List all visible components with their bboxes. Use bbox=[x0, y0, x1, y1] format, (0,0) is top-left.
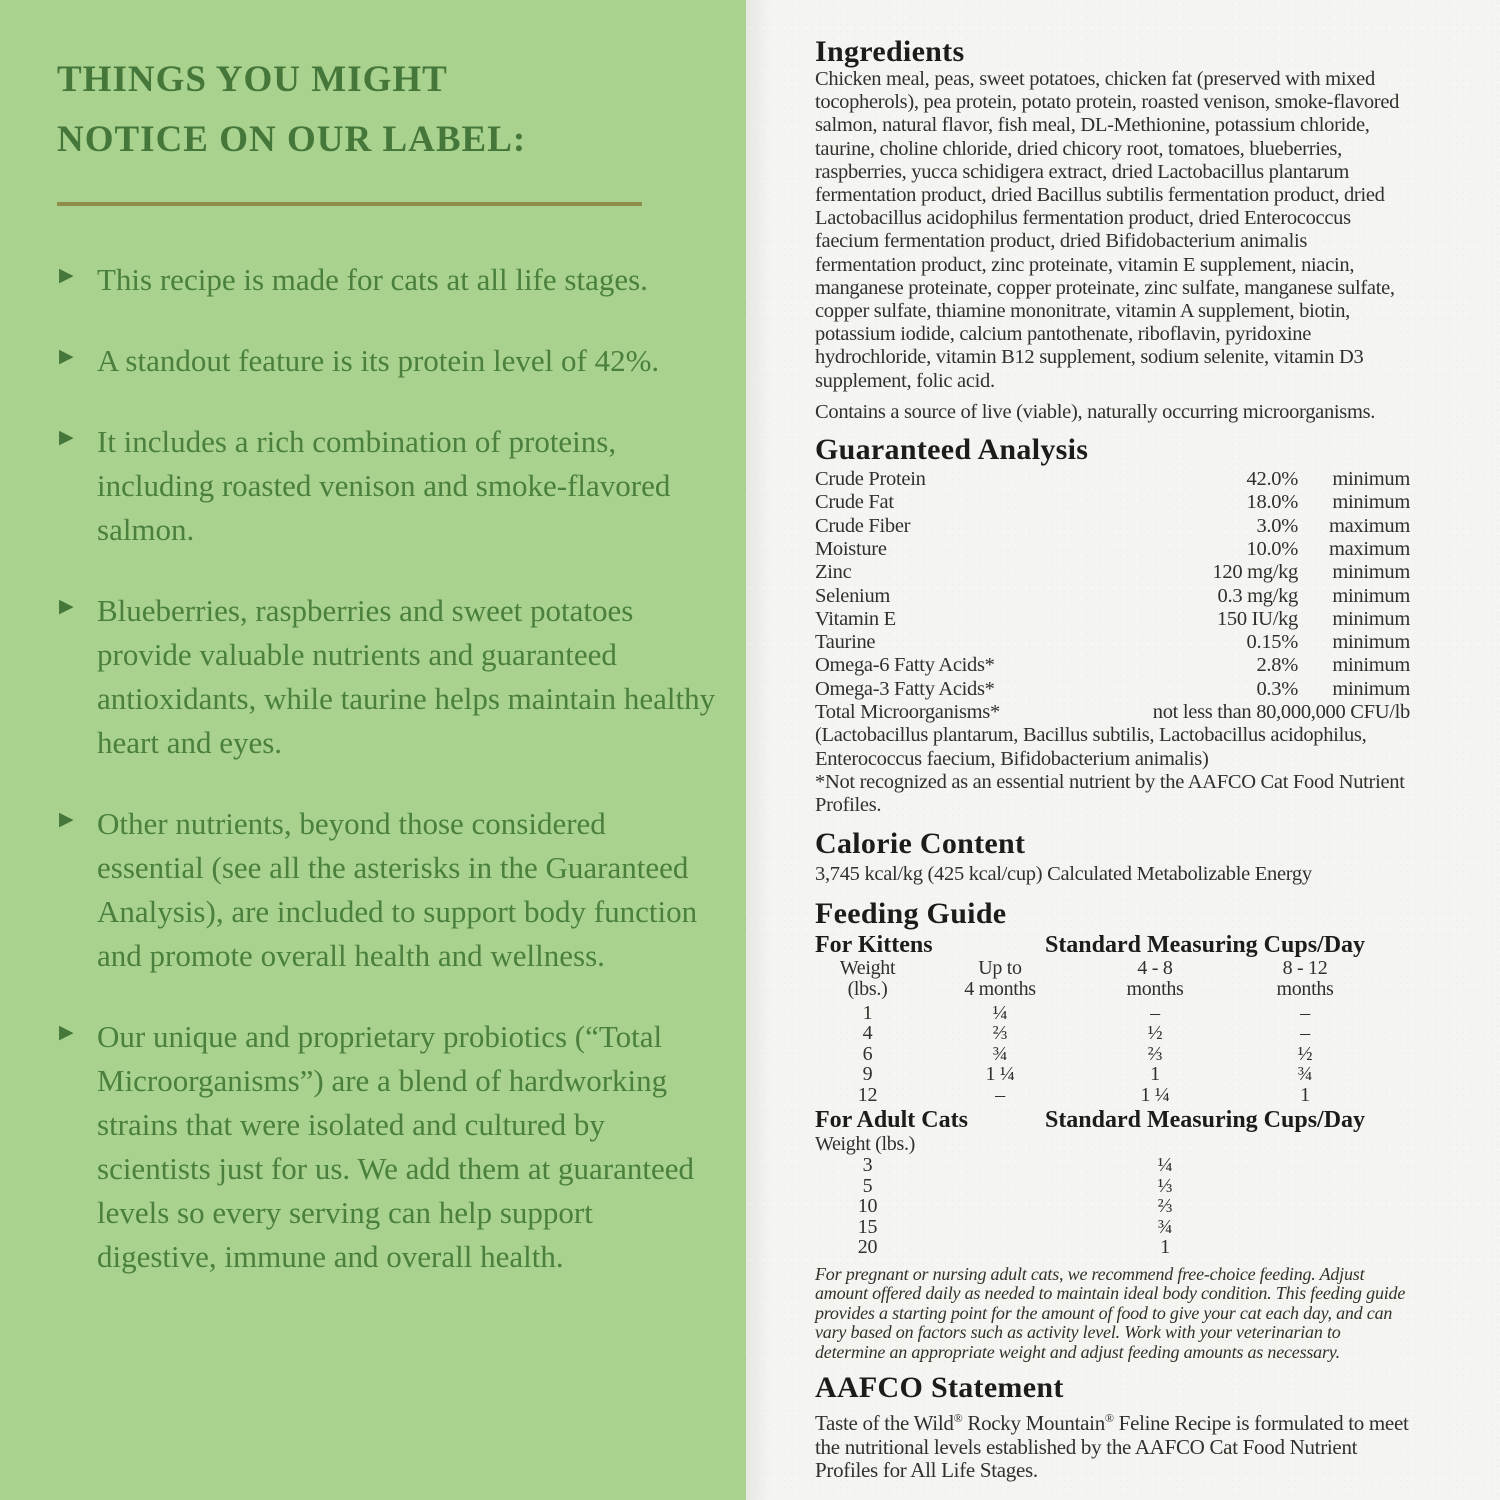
column-header bbox=[815, 958, 920, 1003]
adults-label: For Adult Cats bbox=[815, 1107, 968, 1133]
nutrient-value: 120 mg/kg bbox=[1212, 561, 1298, 584]
aafco-heading: AAFCO Statement bbox=[815, 1371, 1064, 1405]
list-item-text: It includes a rich combination of proteins, including roasted venison and smoke-flavored salmon. bbox=[97, 424, 671, 547]
adults-cups-header: Standard Measuring Cups/Day bbox=[1044, 1107, 1366, 1133]
divider-rule bbox=[57, 202, 642, 206]
triangle-bullet-icon: ▶ bbox=[59, 265, 74, 286]
nutrient-value: 10.0% bbox=[1246, 537, 1298, 560]
nutrient-label: Crude Fiber bbox=[815, 514, 911, 537]
nutrient-value: 3.0% bbox=[1256, 514, 1298, 537]
table-row bbox=[815, 608, 1410, 631]
aafco-rest: Feline Recipe is formulated to meet the nutritional levels established by the AAFCO Cat Food Nutrient Profiles for All Life Stages. bbox=[815, 1411, 1409, 1483]
guaranteed-analysis-section bbox=[815, 434, 1410, 817]
list-item bbox=[57, 589, 718, 765]
nutrient-label: Selenium bbox=[815, 584, 891, 607]
nutrient-label: Omega-3 Fatty Acids* bbox=[815, 677, 995, 700]
table-cell: – bbox=[1300, 1001, 1310, 1024]
feeding-guide-heading: Feeding Guide bbox=[815, 896, 1007, 930]
table-cell: ¼ bbox=[992, 1001, 1008, 1024]
list-item-text: A standout feature is its protein level of 42%. bbox=[97, 343, 660, 378]
nutrient-value: 0.3% bbox=[1256, 677, 1298, 700]
nutrient-label: Crude Protein bbox=[815, 468, 926, 491]
table-cell: ⅓ bbox=[1157, 1174, 1173, 1197]
calorie-content-text: 3,745 kcal/kg (425 kcal/cup) Calculated Metabolizable Energy bbox=[815, 862, 1312, 885]
nutrient-label: Moisture bbox=[815, 537, 887, 560]
asterisk-note: *Not recognized as an essential nutrient by the AAFCO Cat Food Nutrient Profiles. bbox=[815, 770, 1405, 817]
highlights-list bbox=[57, 258, 718, 1279]
list-item bbox=[57, 802, 718, 978]
column-header bbox=[1080, 958, 1230, 1003]
table-cell: ⅔ bbox=[1147, 1042, 1163, 1065]
table-cell: – bbox=[995, 1083, 1005, 1106]
table-cell: – bbox=[1150, 1001, 1160, 1024]
left-highlights-panel bbox=[0, 0, 746, 1500]
nutrient-label: Crude Fat bbox=[815, 491, 894, 514]
feeding-guide-note: For pregnant or nursing adult cats, we recommend free-choice feeding. Adjust amount offered daily as needed to maintain ideal body condition. This feeding guide provides a starting point for the amount of food to give your cat each day, and can vary based on factors such as activity level. Work with your veterinarian to determine an appropriate weight and adjust feeding amounts as necessary. bbox=[815, 1263, 1406, 1362]
nutrient-qualifier: minimum bbox=[1332, 468, 1410, 491]
guaranteed-analysis-heading: Guaranteed Analysis bbox=[815, 433, 1089, 467]
column-header-line: months bbox=[1276, 977, 1334, 1000]
column-header bbox=[1230, 958, 1380, 1003]
table-cell: ¾ bbox=[992, 1042, 1008, 1065]
list-item bbox=[57, 339, 718, 383]
table-cell: 3 bbox=[862, 1154, 873, 1176]
kittens-label: For Kittens bbox=[815, 931, 933, 958]
strains-note: (Lactobacillus plantarum, Bacillus subtilis, Lactobacillus acidophilus, Enterococcus faecium, Bifidobacterium animalis) bbox=[815, 724, 1367, 770]
table-cell: ¾ bbox=[1297, 1063, 1313, 1085]
nutrient-qualifier: maximum bbox=[1328, 537, 1410, 560]
nutrient-value: 0.3 mg/kg bbox=[1217, 584, 1298, 607]
nutrient-qualifier: minimum bbox=[1332, 631, 1410, 654]
table-cell: ¼ bbox=[1157, 1154, 1173, 1176]
list-item bbox=[57, 1015, 718, 1279]
nutrient-qualifier: minimum bbox=[1332, 491, 1410, 514]
nutrient-value: 18.0% bbox=[1246, 491, 1298, 514]
registered-mark-icon: ® bbox=[953, 1411, 963, 1426]
nutrient-label: Total Microorganisms* bbox=[815, 701, 1000, 724]
list-item-text: Other nutrients, beyond those considered essential (see all the asterisks in the Guaranteed Analysis), are included to support body function and promote overall health and wellness. bbox=[97, 806, 698, 973]
table-cell: ⅔ bbox=[1157, 1195, 1173, 1217]
panel-title bbox=[57, 50, 718, 170]
column-header-line: 8 - 12 bbox=[1282, 956, 1328, 979]
table-cell: ½ bbox=[1297, 1042, 1313, 1065]
list-item-text: Our unique and proprietary probiotics (“Total Microorganisms”) are a blend of hardworking strains that were isolated and cultured by scientists just for us. We add them at guaranteed levels so every serving can help support digestive, immune and overall health. bbox=[97, 1019, 694, 1274]
table-cell: 12 bbox=[857, 1083, 878, 1106]
ingredients-text: Chicken meal, peas, sweet potatoes, chicken fat (preserved with mixed tocopherols), pea protein, potato protein, roasted venison, smoke-flavored salmon, natural flavor, fish meal, DL-Methionine, potassium chloride, taurine, choline chloride, dried chicory root, tomatoes, blueberries, raspberries, yucca schidigera extract, dried Lactobacillus plantarum fermentation product, dried Bacillus subtilis fermentation product, dried Lactobacillus acidophilus fermentation product, dried Enterococcus faecium fermentation product, dried Bifidobacterium animalis fermentation product, zinc proteinate, vitamin E supplement, niacin, manganese proteinate, copper proteinate, zinc sulfate, manganese sulfate, copper sulfate, thiamine mononitrate, vitamin A supplement, biotin, potassium iodide, calcium pantothenate, riboflavin, pyridoxine hydrochloride, vitamin B12 supplement, sodium selenite, vitamin D3 supplement, folic acid. bbox=[815, 68, 1400, 392]
table-cell: 1 bbox=[1160, 1236, 1170, 1258]
table-cell: 1 bbox=[1150, 1063, 1160, 1085]
table-row bbox=[815, 515, 1410, 538]
table-row bbox=[815, 561, 1410, 584]
adults-table-header bbox=[815, 1107, 1410, 1133]
column-header-line: months bbox=[1126, 977, 1184, 1000]
aafco-brand1: Taste of the Wild bbox=[815, 1411, 954, 1436]
nutrient-qualifier: minimum bbox=[1332, 607, 1410, 630]
table-cell: 15 bbox=[857, 1215, 878, 1238]
nutrient-qualifier: minimum bbox=[1332, 561, 1410, 584]
column-header-line: (lbs.) bbox=[847, 977, 888, 1000]
list-item bbox=[57, 420, 718, 552]
nutrient-value: 150 IU/kg bbox=[1216, 607, 1298, 630]
triangle-bullet-icon: ▶ bbox=[59, 346, 74, 367]
nutrient-qualifier: maximum bbox=[1328, 514, 1410, 537]
table-row bbox=[815, 654, 1410, 677]
table-cell: 9 bbox=[862, 1063, 873, 1085]
guaranteed-analysis-table bbox=[815, 468, 1410, 724]
table-cell: 10 bbox=[857, 1195, 878, 1217]
triangle-bullet-icon: ▶ bbox=[59, 809, 74, 830]
column-header-line: Up to bbox=[978, 956, 1022, 979]
kittens-table-header bbox=[815, 932, 1410, 958]
column-header bbox=[920, 958, 1080, 1003]
nutrient-label: Taurine bbox=[815, 631, 876, 654]
registered-mark-icon: ® bbox=[1104, 1411, 1114, 1426]
table-row bbox=[815, 491, 1410, 514]
calorie-content-section bbox=[815, 828, 1410, 886]
contains-note: Contains a source of live (viable), naturally occurring microorganisms. bbox=[815, 400, 1376, 423]
nutrient-label: Omega-6 Fatty Acids* bbox=[815, 654, 995, 677]
table-cell: ½ bbox=[1147, 1022, 1163, 1044]
list-item-text: Blueberries, raspberries and sweet potatoes provide valuable nutrients and guaranteed antioxidants, while taurine helps maintain healthy heart and eyes. bbox=[97, 593, 716, 760]
nutrient-value: 42.0% bbox=[1246, 468, 1298, 491]
nutrient-qualifier: minimum bbox=[1332, 677, 1410, 700]
column-header-line: 4 months bbox=[964, 977, 1036, 1000]
table-cell: 1 bbox=[1300, 1083, 1310, 1106]
table-cell: ⅔ bbox=[992, 1022, 1008, 1044]
nutrient-label: Vitamin E bbox=[815, 607, 896, 630]
ingredients-section bbox=[815, 36, 1410, 424]
table-row bbox=[815, 538, 1410, 561]
nutrient-value: not less than 80,000,000 CFU/lb bbox=[1152, 701, 1410, 724]
table-cell: 1 ¼ bbox=[1140, 1083, 1170, 1106]
list-item-text: This recipe is made for cats at all life stages. bbox=[97, 262, 648, 297]
adults-feeding-table bbox=[815, 1155, 1410, 1258]
feeding-guide-section bbox=[815, 898, 1410, 1363]
table-cell: ¾ bbox=[1157, 1215, 1173, 1238]
triangle-bullet-icon: ▶ bbox=[59, 427, 74, 448]
triangle-bullet-icon: ▶ bbox=[59, 1022, 74, 1043]
table-cell: 4 bbox=[862, 1022, 873, 1044]
list-item bbox=[57, 258, 718, 302]
table-cell: 20 bbox=[857, 1236, 878, 1258]
table-row-total-microorganisms bbox=[815, 701, 1410, 724]
panel-title-line2: NOTICE ON OUR LABEL: bbox=[57, 119, 527, 160]
kittens-cups-header: Standard Measuring Cups/Day bbox=[1044, 931, 1366, 958]
table-row bbox=[815, 678, 1410, 701]
nutrient-label: Zinc bbox=[815, 561, 852, 584]
nutrient-value: 0.15% bbox=[1246, 631, 1298, 654]
kittens-feeding-table bbox=[815, 958, 1410, 1106]
nutrient-qualifier: minimum bbox=[1332, 584, 1410, 607]
nutrient-value: 2.8% bbox=[1256, 654, 1298, 677]
aafco-brand2: Rocky Mountain bbox=[962, 1411, 1105, 1436]
table-cell: 1 bbox=[862, 1001, 873, 1024]
ingredients-heading: Ingredients bbox=[815, 35, 965, 68]
table-cell: – bbox=[1300, 1022, 1310, 1044]
column-header-line: 4 - 8 bbox=[1137, 956, 1173, 979]
table-row bbox=[815, 468, 1410, 491]
triangle-bullet-icon: ▶ bbox=[59, 596, 74, 617]
column-header-line: Weight bbox=[839, 956, 896, 979]
panel-title-line1: THINGS YOU MIGHT bbox=[57, 59, 448, 100]
nutrient-qualifier: minimum bbox=[1332, 654, 1410, 677]
nutrition-info-panel bbox=[746, 0, 1500, 1500]
table-cell: 1 ¼ bbox=[985, 1063, 1015, 1085]
table-row bbox=[815, 631, 1410, 654]
calorie-content-heading: Calorie Content bbox=[815, 826, 1026, 860]
aafco-statement-section bbox=[815, 1372, 1410, 1483]
aafco-text bbox=[815, 1407, 1410, 1483]
table-cell: 5 bbox=[862, 1174, 873, 1197]
table-cell: 6 bbox=[862, 1042, 873, 1065]
table-row bbox=[815, 585, 1410, 608]
adults-weight-header: Weight (lbs.) bbox=[815, 1133, 916, 1155]
